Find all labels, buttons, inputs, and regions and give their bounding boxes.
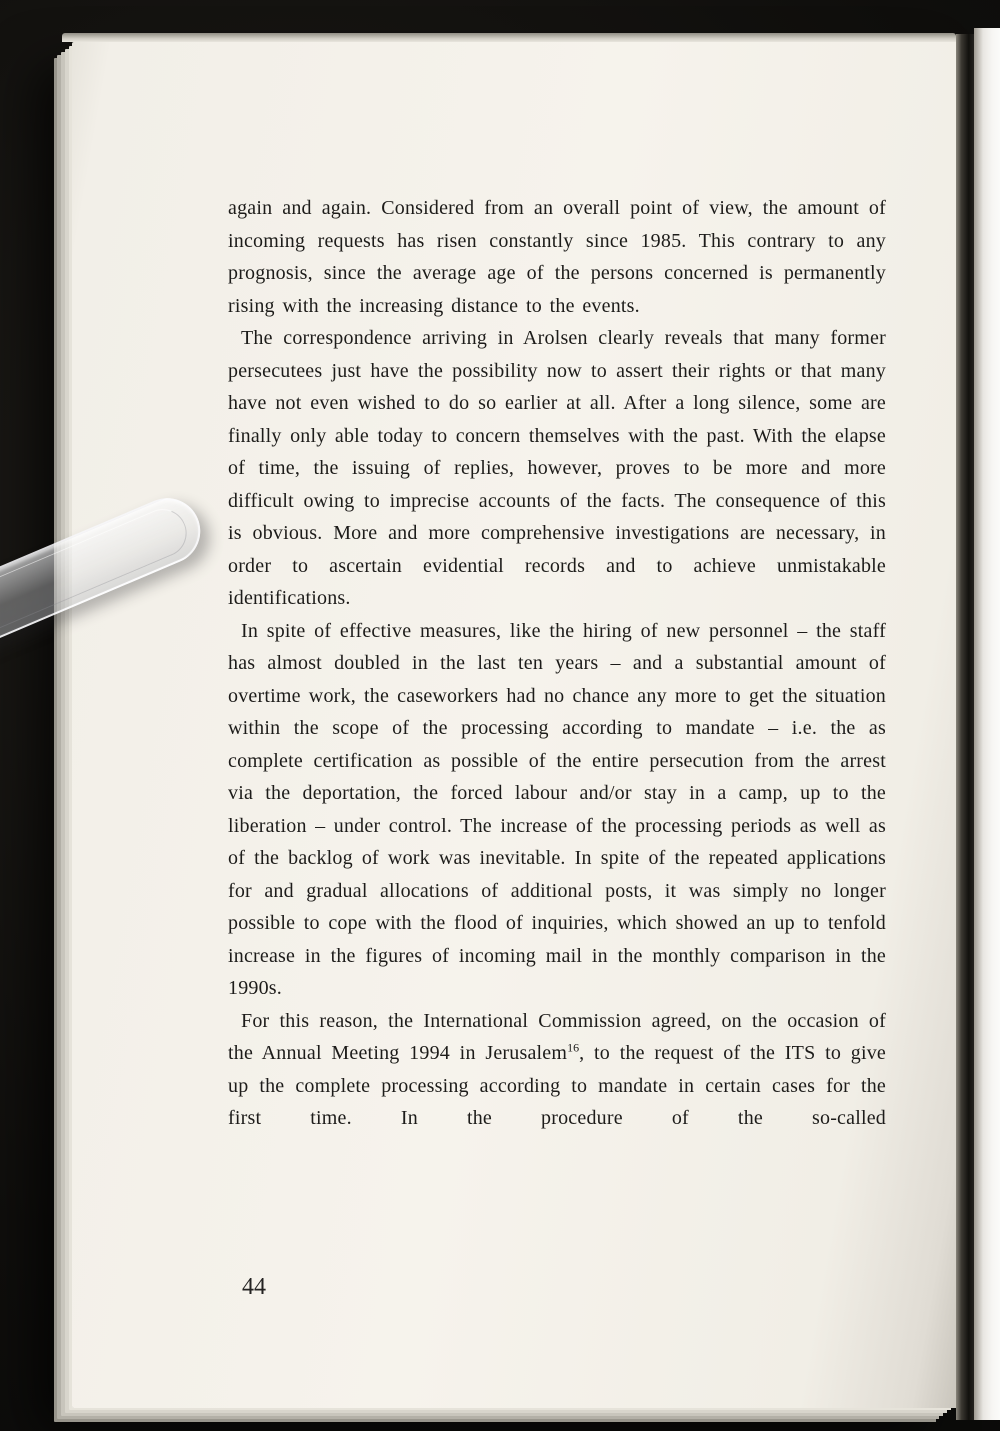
paragraph-text: The correspondence arriving in Arolsen clearly reveals that many former persecutees just have the possibility now to assert their rights or that many have not even wished to do so earlier at all. After a long silence, some are finally only able today to concern themselves with the past. With the elapse of time, the issuing of replies, however, proves to be more and more difficult owing to imprecise accounts of the facts. The consequence of this is obvious. More and more comprehensive investigations are necessary, in order to ascertain evidential records and to achieve unmistakable identifications. (228, 327, 886, 609)
page-number: 44 (242, 1274, 266, 1300)
footnote-ref: 16 (567, 1040, 580, 1055)
paragraph-text: In spite of effective measures, like the hiring of new personnel – the staff has almost doubled in the last ten years – and a substantial amount of overtime work, the caseworkers had no chance any more to get the situation within the scope of the processing according to mandate – i.e. the as complete certification as possible of the entire persecution from the arrest via the deportation, the forced labour and/or stay in a camp, up to the liberation – under control. The increase of the processing periods as well as of the backlog of work was inevitable. In spite of the repeated applications for and gradual allocations of additional posts, it was simply no longer possible to cope with the flood of inquiries, which showed an up to tenfold increase in the figures of incoming mail in the monthly comparison in the 1990s. (228, 619, 886, 999)
paragraph-text: For this reason, the International Commission agreed, on the occasion of the Annual Meeting 1994 in Jerusalem (228, 1009, 886, 1064)
adjacent-page-edge (974, 28, 1000, 1420)
paragraph (228, 322, 886, 615)
paragraph-text: , to the request of the ITS to give up the complete processing according to mandate in certain cases for the first time. In the procedure of the so-called (228, 1042, 887, 1129)
paragraph-text: again and again. Considered from an overall point of view, the amount of incoming requests has risen constantly since 1985. This contrary to any prognosis, since the average age of the persons concerned is permanently rising with the increasing distance to the events. (228, 197, 886, 317)
page-text (228, 192, 886, 1135)
paragraph (228, 192, 886, 322)
book-page (72, 42, 956, 1408)
paragraph (228, 615, 886, 1005)
paragraph (228, 1005, 886, 1135)
book-gutter (956, 34, 974, 1420)
